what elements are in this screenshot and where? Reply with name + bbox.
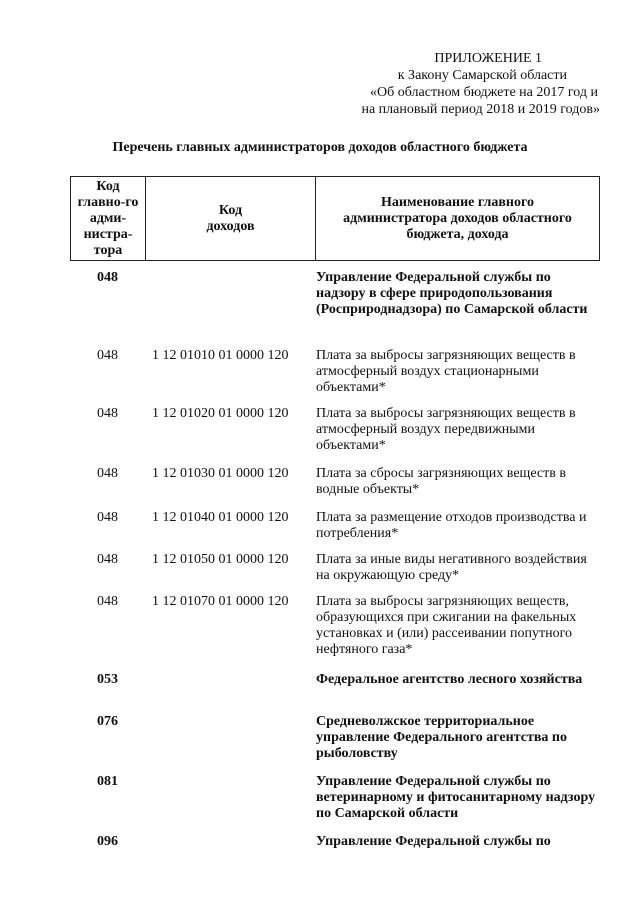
admin-code-cell: 048 <box>97 348 118 363</box>
name-cell: Управление Федеральной службы по надзору в сфере природопользования (Росприроднадзора) по Самарской области <box>316 270 588 317</box>
admin-code-cell: 048 <box>97 594 118 609</box>
name-cell: Средневолжское территориальное управление Федерального агентства по рыболовству <box>316 714 567 761</box>
name-cell: Плата за выбросы загрязняющих веществ в атмосферный воздух передвижными объектами* <box>316 406 576 453</box>
name-cell: Плата за иные виды негативного воздействия на окружающую среду* <box>316 552 587 583</box>
name-cell: Плата за выбросы загрязняющих веществ в атмосферный воздух стационарными объектами* <box>316 348 576 395</box>
admin-code-cell: 096 <box>97 834 118 849</box>
document-title: Перечень главных администраторов доходов областного бюджета <box>112 140 528 155</box>
admin-code-cell: 048 <box>97 510 118 525</box>
admin-code-cell: 081 <box>97 774 118 789</box>
annex-line-1: ПРИЛОЖЕНИЕ 1 <box>434 51 542 66</box>
name-cell: Плата за выбросы загрязняющих веществ, образующихся при сжигании на факельных установках и (или) рассеивании попутного нефтяного газа* <box>316 594 577 657</box>
name-cell: Управление Федеральной службы по ветеринарному и фитосанитарному надзору по Самарской области <box>316 774 596 821</box>
admin-code-cell: 053 <box>97 672 118 687</box>
header-name-label: Наименование главного администратора доходов областного бюджета, дохода <box>343 194 572 242</box>
income-code-cell: 1 12 01070 01 0000 120 <box>152 594 289 609</box>
table-header <box>70 176 600 261</box>
annex-block <box>361 50 600 118</box>
income-code-cell: 1 12 01040 01 0000 120 <box>152 510 289 525</box>
income-code-cell: 1 12 01050 01 0000 120 <box>152 552 289 567</box>
annex-line-4: на плановый период 2018 и 2019 годов» <box>361 102 600 117</box>
admin-code-cell: 048 <box>97 552 118 567</box>
income-code-cell: 1 12 01030 01 0000 120 <box>152 466 289 481</box>
header-income-code-label: Код доходов <box>206 202 255 234</box>
name-cell: Федеральное агентство лесного хозяйства <box>316 672 583 687</box>
annex-line-2: к Закону Самарской области <box>397 68 567 83</box>
name-cell: Управление Федеральной службы по <box>316 834 551 849</box>
income-code-cell: 1 12 01010 01 0000 120 <box>152 348 289 363</box>
header-income-code <box>146 177 316 260</box>
admin-code-cell: 076 <box>97 714 118 729</box>
annex-line-3: «Об областном бюджете на 2017 год и <box>370 85 598 100</box>
name-cell: Плата за размещение отходов производства и потребления* <box>316 510 587 541</box>
admin-code-cell: 048 <box>97 270 118 285</box>
admin-code-cell: 048 <box>97 466 118 481</box>
admin-code-cell: 048 <box>97 406 118 421</box>
income-code-cell: 1 12 01020 01 0000 120 <box>152 406 289 421</box>
header-name <box>316 177 599 260</box>
header-admin-code-label: Код главно-го адми-нистра-тора <box>77 178 139 258</box>
name-cell: Плата за сбросы загрязняющих веществ в водные объекты* <box>316 466 566 497</box>
header-admin-code <box>71 177 146 260</box>
